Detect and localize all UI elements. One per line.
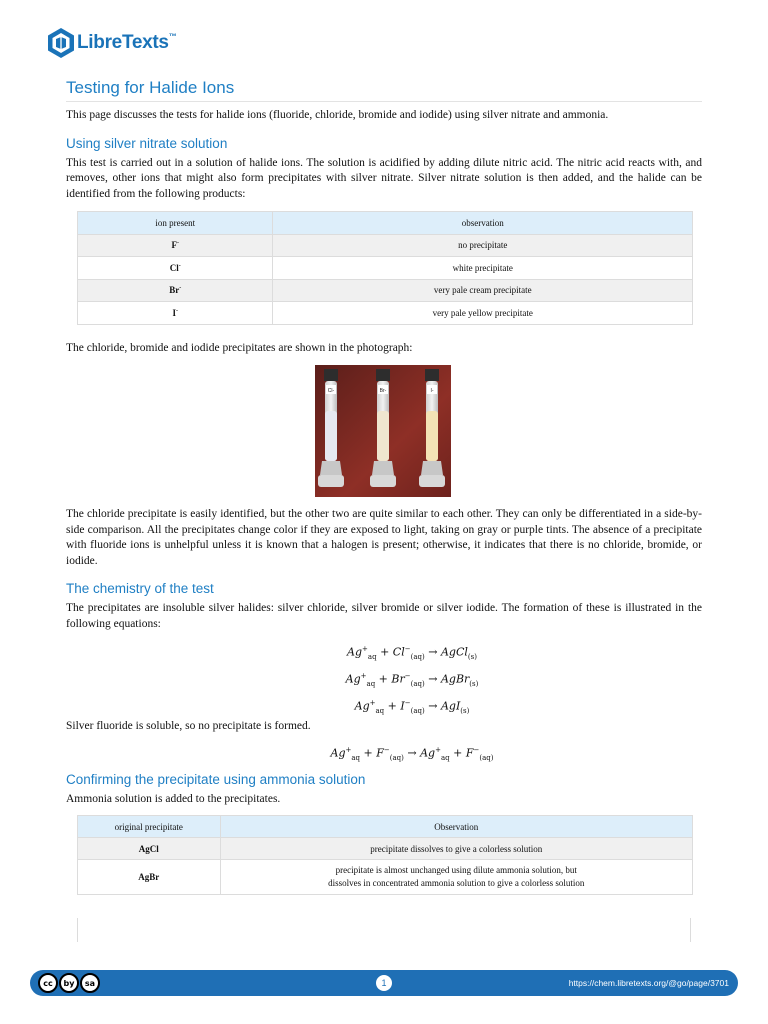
table-continuation (77, 918, 691, 942)
libretexts-hexagon-icon (46, 27, 76, 59)
observation-cell: precipitate dissolves to give a colorless solution (220, 838, 692, 860)
ion-cell: Br- (78, 279, 273, 302)
logo-text: LibreTexts™ (77, 32, 177, 53)
ion-cell: F- (78, 234, 273, 257)
svg-text:Br-: Br- (379, 388, 387, 394)
table-header-row (78, 816, 693, 838)
attribution-icon: by (59, 973, 79, 993)
libretexts-logo[interactable] (46, 27, 176, 59)
ion-cell: Cl- (78, 257, 273, 280)
observation-cell: white precipitate (273, 257, 693, 280)
observation-cell: very pale cream precipitate (273, 279, 693, 302)
ammonia-paragraph: Ammonia solution is added to the precipitates. (66, 792, 281, 805)
table-row (78, 279, 693, 302)
license-badge[interactable] (38, 973, 100, 993)
precipitate-cell: AgBr (78, 860, 221, 895)
precipitate-test-tubes-photo (315, 365, 451, 497)
page-url-link[interactable]: https://chem.libretexts.org/@go/page/3701 (568, 978, 729, 988)
page-footer (30, 970, 738, 996)
ion-cell: I- (78, 302, 273, 325)
column-header: Observation (220, 816, 692, 838)
table-row (78, 257, 693, 280)
page-number: 1 (376, 975, 392, 991)
observation-cell: very pale yellow precipitate (273, 302, 693, 325)
page-title: Testing for Halide Ions (66, 78, 702, 102)
intro-paragraph: This page discusses the tests for halide ions (fluoride, chloride, bromide and iodide) using silver nitrate and ammonia. (66, 109, 609, 121)
fluoride-paragraph: Silver fluoride is soluble, so no precipitate is formed. (66, 720, 311, 732)
svg-text:I-: I- (430, 388, 434, 394)
main-content (66, 78, 702, 895)
photo-caption: The chloride, bromide and iodide precipitates are shown in the photograph: (66, 341, 413, 354)
halide-observation-table (77, 211, 693, 325)
chemistry-paragraph: The precipitates are insoluble silver halides: silver chloride, silver bromide or silver iodide. The formation of these is illustrated in the following equations: (66, 602, 702, 630)
table-header-row (78, 212, 693, 235)
equation-iodide: $Ag^+_{aq} + I^-_{(aq)} \to AgI_{(s)}$ (354, 699, 470, 715)
equation-bromide: $Ag^+_{aq} + Br^-_{(aq)}$ → AgBr$_{(s)}$ (345, 672, 479, 688)
column-header: observation (273, 212, 693, 235)
precipitate-discussion-paragraph: The chloride precipitate is easily identified, but the other two are quite similar to each other. They can only be differentiated in a side-by-side comparison. All the precipitates change color if they are exposed to light, taking on gray or purple tints. The absence of a precipitate with fluoride ions is unhelpful unless it is known that a halogen is present; otherwise, it indicates that there is no chloride, bromide, or iodide. (66, 508, 702, 567)
silver-nitrate-paragraph: This test is carried out in a solution of halide ions. The solution is acidified by adding dilute nitric acid. The nitric acid reacts with, and removes, other ions that might also form precipitates with silver nitrate. Silver nitrate solution is then added, and the halide can be identified from the following products: (66, 156, 702, 200)
section-heading-chemistry: The chemistry of the test (66, 581, 214, 596)
observation-cell: precipitate is almost unchanged using dilute ammonia solution, but dissolves in concentrated ammonia solution to give a colorless solution (220, 860, 692, 895)
table-row (78, 302, 693, 325)
equation-fluoride: $Ag^+_{aq} + F^-_{(aq)} \to Ag^+_{aq} + F^-_{(aq)}$ (330, 745, 494, 762)
equation-chloride: $Ag^+_{aq} + Cl^-_{(aq)}$ → AgCl$_{(s)}$ (347, 645, 477, 661)
svg-text:Cl-: Cl- (327, 388, 335, 394)
table-row (78, 838, 693, 860)
share-alike-icon: sa (80, 973, 100, 993)
table-row (78, 860, 693, 895)
column-header: original precipitate (78, 816, 221, 838)
column-header: ion present (78, 212, 273, 235)
creative-commons-icon: cc (38, 973, 58, 993)
observation-cell: no precipitate (273, 234, 693, 257)
table-row (78, 234, 693, 257)
precipitate-cell: AgCl (78, 838, 221, 860)
section-heading-silver-nitrate: Using silver nitrate solution (66, 135, 228, 151)
section-heading-ammonia: Confirming the precipitate using ammonia solution (66, 771, 366, 787)
ammonia-confirmation-table (77, 815, 693, 895)
